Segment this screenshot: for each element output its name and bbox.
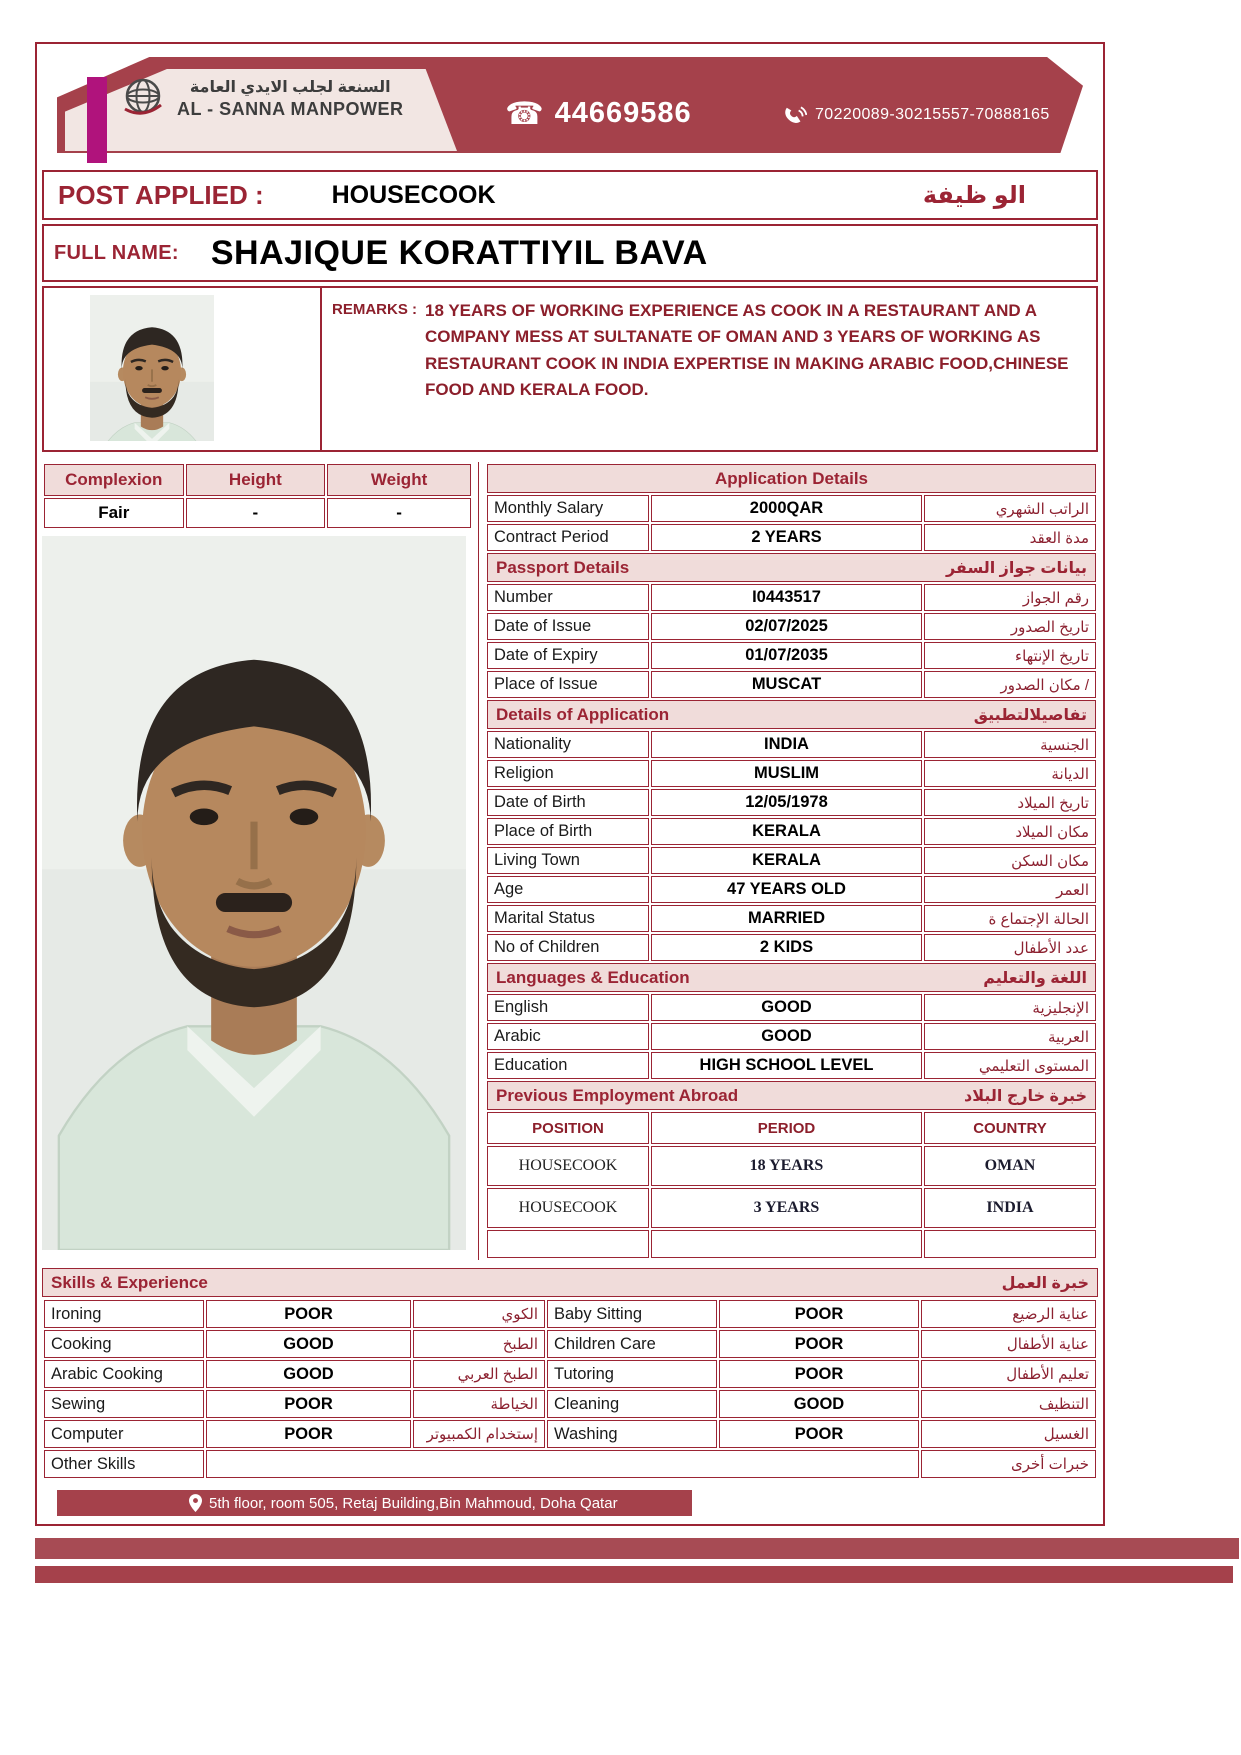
section-title-arabic: خبرة خارج البلاد bbox=[963, 1087, 1087, 1105]
section-title-arabic: اللغة والتعليم bbox=[983, 969, 1087, 987]
physical-value: Fair bbox=[44, 498, 184, 528]
mobile-numbers-text: 70220089-30215557-70888165 bbox=[815, 106, 1050, 123]
phone-number bbox=[505, 97, 692, 130]
field-label-arabic: تاريخ الصدور bbox=[924, 613, 1096, 640]
field-row bbox=[487, 642, 1096, 669]
skill-label-arabic: عناية الرضيع bbox=[921, 1300, 1096, 1328]
field-row bbox=[487, 584, 1096, 611]
field-value: GOOD bbox=[651, 994, 922, 1021]
telephone-icon: ☎ bbox=[505, 96, 545, 131]
field-label-arabic: مكان الميلاد bbox=[924, 818, 1096, 845]
field-label-arabic: مدة العقد bbox=[924, 524, 1096, 551]
agency-name bbox=[177, 78, 404, 121]
skill-row bbox=[44, 1420, 1096, 1448]
skill-label-arabic: الطبخ العربي bbox=[413, 1360, 545, 1388]
field-row bbox=[487, 994, 1096, 1021]
other-skills-empty bbox=[206, 1450, 919, 1478]
skills-section bbox=[42, 1268, 1098, 1480]
skill-label: Computer bbox=[44, 1420, 204, 1448]
application-details-table bbox=[485, 462, 1098, 1260]
globe-icon bbox=[119, 75, 167, 123]
full-name-value: SHAJIQUE KORATTIYIL BAVA bbox=[210, 233, 708, 272]
field-label: Nationality bbox=[487, 731, 649, 758]
remarks-cell bbox=[322, 288, 1096, 450]
physical-header: Complexion bbox=[44, 464, 184, 496]
skill-label: Other Skills bbox=[44, 1450, 204, 1478]
skill-row bbox=[44, 1300, 1096, 1328]
skill-label: Cleaning bbox=[547, 1390, 717, 1418]
field-label-arabic: الجنسية bbox=[924, 731, 1096, 758]
field-label: Arabic bbox=[487, 1023, 649, 1050]
field-value: MUSLIM bbox=[651, 760, 922, 787]
field-label: English bbox=[487, 994, 649, 1021]
section-title: Previous Employment Abroad bbox=[496, 1085, 739, 1105]
field-value: GOOD bbox=[651, 1023, 922, 1050]
skill-label: Sewing bbox=[44, 1390, 204, 1418]
skill-label-arabic: عناية الأطفال bbox=[921, 1330, 1096, 1358]
field-label: Living Town bbox=[487, 847, 649, 874]
section-title: Application Details bbox=[714, 468, 869, 488]
field-label: Place of Birth bbox=[487, 818, 649, 845]
field-row bbox=[487, 495, 1096, 522]
field-value: MARRIED bbox=[651, 905, 922, 932]
field-value: KERALA bbox=[651, 847, 922, 874]
employment-period bbox=[651, 1230, 922, 1258]
physical-header: Height bbox=[186, 464, 326, 496]
field-label-arabic: المستوى التعليمي bbox=[924, 1052, 1096, 1079]
skill-value: POOR bbox=[206, 1300, 411, 1328]
agency-name-arabic: السنعة لجلب الايدي العامة bbox=[189, 78, 391, 96]
section-title: Details of Application bbox=[496, 704, 670, 724]
field-label: Contract Period bbox=[487, 524, 649, 551]
field-row bbox=[487, 1023, 1096, 1050]
field-label-arabic: عدد الأطفال bbox=[924, 934, 1096, 961]
employment-header: COUNTRY bbox=[924, 1112, 1096, 1144]
applicant-photo-small bbox=[90, 295, 214, 441]
field-label: No of Children bbox=[487, 934, 649, 961]
section-title: Languages & Education bbox=[496, 967, 690, 987]
field-label-arabic: مكان الصدور / bbox=[924, 671, 1096, 698]
skills-title: Skills & Experience bbox=[51, 1272, 208, 1292]
mobile-phone-icon bbox=[783, 105, 807, 125]
skill-value: POOR bbox=[719, 1360, 919, 1388]
field-row bbox=[487, 760, 1096, 787]
physical-value: - bbox=[327, 498, 471, 528]
employment-header-row bbox=[487, 1112, 1096, 1144]
address-bar bbox=[57, 1490, 692, 1516]
field-label: Religion bbox=[487, 760, 649, 787]
section-title-arabic: تفاصيلالتطبيق bbox=[973, 706, 1087, 724]
full-name-row bbox=[42, 224, 1098, 282]
other-skills-row bbox=[44, 1450, 1096, 1478]
field-row bbox=[487, 1052, 1096, 1079]
field-label: Age bbox=[487, 876, 649, 903]
field-row bbox=[487, 731, 1096, 758]
field-label-arabic: تاريخ الإنتهاء bbox=[924, 642, 1096, 669]
section-header-languages bbox=[487, 963, 1096, 992]
field-value: I0443517 bbox=[651, 584, 922, 611]
field-label: Education bbox=[487, 1052, 649, 1079]
field-label: Marital Status bbox=[487, 905, 649, 932]
skill-label-arabic: تعليم الأطفال bbox=[921, 1360, 1096, 1388]
field-value: INDIA bbox=[651, 731, 922, 758]
skill-value: POOR bbox=[206, 1390, 411, 1418]
section-header-passport bbox=[487, 553, 1096, 582]
skill-value: POOR bbox=[719, 1300, 919, 1328]
physical-attributes-table bbox=[42, 462, 473, 530]
section-header-application bbox=[487, 464, 1096, 493]
field-row bbox=[487, 934, 1096, 961]
field-label: Date of Birth bbox=[487, 789, 649, 816]
section-title: Passport Details bbox=[496, 557, 630, 577]
skill-label-arabic: الغسيل bbox=[921, 1420, 1096, 1448]
field-label: Monthly Salary bbox=[487, 495, 649, 522]
employment-header: POSITION bbox=[487, 1112, 649, 1144]
skill-value: POOR bbox=[206, 1420, 411, 1448]
field-label: Number bbox=[487, 584, 649, 611]
field-value: MUSCAT bbox=[651, 671, 922, 698]
phone-number-text: 44669586 bbox=[554, 97, 692, 129]
employment-row-empty bbox=[487, 1230, 1096, 1258]
skill-label: Ironing bbox=[44, 1300, 204, 1328]
skill-label: Tutoring bbox=[547, 1360, 717, 1388]
employment-row bbox=[487, 1146, 1096, 1186]
skills-table bbox=[42, 1298, 1098, 1480]
field-label-arabic: مكان السكن bbox=[924, 847, 1096, 874]
employment-period: 3 YEARS bbox=[651, 1188, 922, 1228]
remarks-label: REMARKS : bbox=[332, 301, 417, 318]
full-name-label: FULL NAME: bbox=[54, 241, 179, 264]
photo-cell bbox=[44, 288, 322, 450]
field-value: KERALA bbox=[651, 818, 922, 845]
employment-header: PERIOD bbox=[651, 1112, 922, 1144]
field-row bbox=[487, 613, 1096, 640]
field-label-arabic: الراتب الشهري bbox=[924, 495, 1096, 522]
employment-country: INDIA bbox=[924, 1188, 1096, 1228]
skill-label: Arabic Cooking bbox=[44, 1360, 204, 1388]
post-applied-value: HOUSECOOK bbox=[331, 180, 496, 209]
field-label-arabic: تاريخ الميلاد bbox=[924, 789, 1096, 816]
post-applied-label: POST APPLIED : bbox=[58, 179, 264, 210]
remarks-text: 18 YEARS OF WORKING EXPERIENCE AS COOK IN A RESTAURANT AND A COMPANY MESS AT SULTANATE OF OMAN AND 3 YEARS OF WORKING AS RESTAURANT COOK IN INDIA EXPERTISE IN MAKING ARABIC FOOD,CHINESE FOOD AND KERALA FOOD. bbox=[425, 301, 1069, 400]
post-applied-row bbox=[42, 170, 1098, 220]
employment-row bbox=[487, 1188, 1096, 1228]
skill-label-arabic: الخياطة bbox=[413, 1390, 545, 1418]
bottom-accent-bar-1 bbox=[35, 1538, 1239, 1559]
skill-value: POOR bbox=[719, 1330, 919, 1358]
agency-logo bbox=[119, 75, 404, 123]
skill-label-arabic: إستخدام الكمبيوتر bbox=[413, 1420, 545, 1448]
skill-value: GOOD bbox=[719, 1390, 919, 1418]
skill-row bbox=[44, 1330, 1096, 1358]
location-pin-icon bbox=[189, 1494, 202, 1512]
employment-period: 18 YEARS bbox=[651, 1146, 922, 1186]
field-value: 01/07/2035 bbox=[651, 642, 922, 669]
field-label-arabic: العربية bbox=[924, 1023, 1096, 1050]
main-area bbox=[42, 462, 1098, 1260]
skill-label: Washing bbox=[547, 1420, 717, 1448]
section-header-details bbox=[487, 700, 1096, 729]
employment-country: OMAN bbox=[924, 1146, 1096, 1186]
skill-label: Baby Sitting bbox=[547, 1300, 717, 1328]
field-row bbox=[487, 905, 1096, 932]
field-value: 12/05/1978 bbox=[651, 789, 922, 816]
employment-position bbox=[487, 1230, 649, 1258]
field-row bbox=[487, 876, 1096, 903]
field-value: 47 YEARS OLD bbox=[651, 876, 922, 903]
physical-value: - bbox=[186, 498, 326, 528]
field-label: Date of Issue bbox=[487, 613, 649, 640]
post-applied-label-arabic: الو ظيفة bbox=[922, 181, 1026, 209]
header-banner bbox=[57, 57, 1083, 153]
document-frame bbox=[35, 42, 1105, 1526]
skills-title-bar bbox=[42, 1268, 1098, 1297]
field-value: 2000QAR bbox=[651, 495, 922, 522]
field-row bbox=[487, 818, 1096, 845]
skill-value: GOOD bbox=[206, 1360, 411, 1388]
skill-value: GOOD bbox=[206, 1330, 411, 1358]
skill-label: Children Care bbox=[547, 1330, 717, 1358]
skill-label-arabic: التنظيف bbox=[921, 1390, 1096, 1418]
skill-label-arabic: الطبخ bbox=[413, 1330, 545, 1358]
skills-title-arabic: خبرة العمل bbox=[1001, 1274, 1089, 1292]
skill-row bbox=[44, 1390, 1096, 1418]
skill-label-arabic: خبرات أخرى bbox=[921, 1450, 1096, 1478]
field-label-arabic: الإنجليزية bbox=[924, 994, 1096, 1021]
agency-name-english: AL - SANNA MANPOWER bbox=[177, 98, 404, 119]
skill-value: POOR bbox=[719, 1420, 919, 1448]
field-label-arabic: رقم الجواز bbox=[924, 584, 1096, 611]
field-value: 02/07/2025 bbox=[651, 613, 922, 640]
field-value: HIGH SCHOOL LEVEL bbox=[651, 1052, 922, 1079]
field-label-arabic: الديانة bbox=[924, 760, 1096, 787]
right-column bbox=[485, 462, 1098, 1260]
field-row bbox=[487, 847, 1096, 874]
left-column bbox=[42, 462, 479, 1260]
skill-row bbox=[44, 1360, 1096, 1388]
field-value: 2 KIDS bbox=[651, 934, 922, 961]
skill-label-arabic: الكوي bbox=[413, 1300, 545, 1328]
field-label-arabic: العمر bbox=[924, 876, 1096, 903]
employment-country bbox=[924, 1230, 1096, 1258]
field-row bbox=[487, 524, 1096, 551]
employment-position: HOUSECOOK bbox=[487, 1146, 649, 1186]
physical-header: Weight bbox=[327, 464, 471, 496]
remarks-row bbox=[42, 286, 1098, 452]
field-row bbox=[487, 789, 1096, 816]
employment-position: HOUSECOOK bbox=[487, 1188, 649, 1228]
field-label-arabic: الحالة الإجتماع ة bbox=[924, 905, 1096, 932]
magenta-stripe bbox=[87, 77, 107, 163]
applicant-photo-large bbox=[42, 536, 466, 1250]
field-label: Place of Issue bbox=[487, 671, 649, 698]
field-label: Date of Expiry bbox=[487, 642, 649, 669]
field-row bbox=[487, 671, 1096, 698]
skill-label: Cooking bbox=[44, 1330, 204, 1358]
mobile-numbers bbox=[783, 105, 1050, 125]
address-text: 5th floor, room 505, Retaj Building,Bin Mahmoud, Doha Qatar bbox=[209, 1494, 618, 1512]
field-value: 2 YEARS bbox=[651, 524, 922, 551]
section-header-employment bbox=[487, 1081, 1096, 1110]
bottom-accent-bar-2 bbox=[35, 1566, 1233, 1583]
section-title-arabic: بيانات جواز السفر bbox=[945, 559, 1087, 577]
